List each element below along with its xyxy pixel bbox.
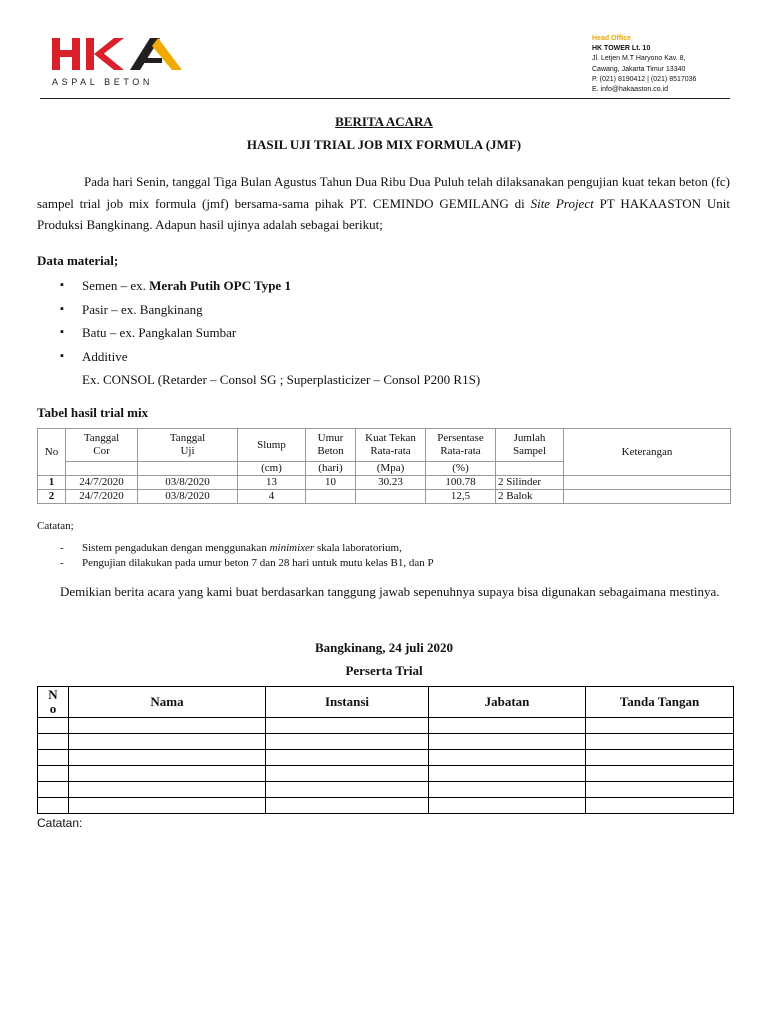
list-item [60, 274, 480, 298]
unit-cell [138, 462, 238, 476]
table-row [38, 718, 734, 734]
cell [38, 798, 69, 814]
cell [586, 718, 734, 734]
header-text: Tanggal [169, 432, 206, 444]
intro-text: Pada hari Senin, tanggal Tiga Bulan Agustus Tahun Dua Ribu Dua Puluh telah dilaksanakan pengujian kuat tekan beton (fc) sampel trial job mix formula (jmf) bersama-sama pihak PT. CEMINDO GEMILANG di [37, 174, 730, 211]
notes-list [60, 541, 434, 571]
cell [69, 782, 266, 798]
cell-kuat [356, 490, 426, 504]
cell-umur: 10 [306, 476, 356, 490]
cell-persen: 100.78 [426, 476, 496, 490]
data-material-heading: Data material; [37, 253, 119, 268]
unit-cell [496, 462, 564, 476]
cell [586, 798, 734, 814]
table-row [38, 490, 731, 504]
cell [69, 798, 266, 814]
cell [429, 782, 586, 798]
cell-no: 2 [38, 490, 66, 504]
cell [586, 782, 734, 798]
header-tanggal-cor [66, 429, 138, 462]
cell [429, 750, 586, 766]
document-subtitle: HASIL UJI TRIAL JOB MIX FORMULA (JMF) [246, 137, 522, 152]
header-jabatan: Jabatan [429, 687, 586, 718]
header-text: Cor [93, 445, 110, 457]
cell-slump: 4 [238, 490, 306, 504]
office-line: P. (021) 8190412 | (021) 8517036 [592, 75, 697, 83]
cell [38, 718, 69, 734]
cell [429, 734, 586, 750]
cell [69, 750, 266, 766]
header-tanda-tangan: Tanda Tangan [586, 687, 734, 718]
participants-table [37, 686, 734, 814]
cell [429, 798, 586, 814]
header-no: No [38, 429, 66, 476]
cell-tgl-cor: 24/7/2020 [66, 490, 138, 504]
intro-paragraph [37, 171, 730, 236]
cell [586, 734, 734, 750]
cell [266, 734, 429, 750]
cell-umur [306, 490, 356, 504]
table-row [38, 734, 734, 750]
closing-paragraph: Demikian berita acara yang kami buat berdasarkan tanggung jawab sepenuhnya supaya bisa digunakan sebagaimana mestinya. [60, 584, 720, 599]
cell-persen: 12,5 [426, 490, 496, 504]
table-row [38, 476, 731, 490]
table-row [38, 798, 734, 814]
cell [266, 750, 429, 766]
header-persentase [426, 429, 496, 462]
material-list [60, 274, 480, 392]
cell [38, 734, 69, 750]
cell [429, 766, 586, 782]
trial-results-table [37, 428, 731, 504]
intro-text-end: PT HAKAASTON Unit Produksi Bangkinang. Adapun hasil ujinya adalah sebagai berikut; [37, 195, 731, 232]
header-text: N [48, 687, 58, 702]
logo-tagline: ASPAL BETON [52, 77, 153, 87]
cell [429, 718, 586, 734]
header-umur-beton [306, 429, 356, 462]
semen-type: Merah Putih OPC Type 1 [149, 278, 291, 293]
list-item: ▪ Batu – ex. Pangkalan Sumbar [60, 321, 480, 345]
office-line: E. info@hakaaston.co.id [592, 86, 668, 94]
header-text: Sampel [513, 445, 546, 457]
cell-slump: 13 [238, 476, 306, 490]
unit-umur: (hari) [306, 462, 356, 476]
cell [38, 750, 69, 766]
header-instansi: Instansi [266, 687, 429, 718]
table-row [38, 750, 734, 766]
semen-label: Semen – ex. [82, 278, 150, 293]
office-line: Cawang, Jakarta Timur 13340 [592, 65, 686, 73]
office-line: HK TOWER Lt. 10 [592, 45, 651, 53]
header-kuat-tekan [356, 429, 426, 462]
note-italic: minimixer [269, 542, 315, 554]
header-tanggal-uji [138, 429, 238, 462]
header-no [38, 687, 69, 718]
cell [266, 766, 429, 782]
list-item: ▪ Pasir – ex. Bangkinang [60, 298, 480, 322]
cell [266, 798, 429, 814]
header-divider [40, 98, 730, 99]
header-text: Tanggal [83, 432, 120, 444]
table-header-row [38, 687, 734, 718]
cell [586, 750, 734, 766]
header-text: Rata-rata [370, 445, 411, 457]
notes-label: Catatan; [37, 520, 74, 532]
additive-detail: Ex. CONSOL (Retarder – Consol SG ; Superplasticizer – Consol P200 R1S) [82, 372, 481, 387]
cell-jumlah: 2 Balok [496, 490, 564, 504]
cell [266, 782, 429, 798]
cell-ket [564, 476, 731, 490]
cell-no: 1 [38, 476, 66, 490]
cell [69, 766, 266, 782]
cell [69, 718, 266, 734]
header-nama: Nama [69, 687, 266, 718]
head-office-address [592, 34, 696, 95]
unit-kuat: (Mpa) [356, 462, 426, 476]
document-title: BERITA ACARA [335, 114, 433, 129]
header-text: Jumlah [513, 432, 546, 444]
cell [266, 718, 429, 734]
header-text: Rata-rata [440, 445, 481, 457]
table-row [38, 782, 734, 798]
cell [586, 766, 734, 782]
unit-cell [66, 462, 138, 476]
trial-table-heading: Tabel hasil trial mix [37, 405, 149, 420]
cell [38, 766, 69, 782]
note-text: skala laboratorium, [314, 542, 402, 554]
cell [69, 734, 266, 750]
office-label: Head Office [592, 35, 631, 42]
intro-italic: Site Project [530, 195, 594, 211]
header-text: Umur [317, 432, 344, 444]
footer-note: Catatan: [37, 816, 83, 830]
header-text: Persentase [437, 432, 484, 444]
note-item: - Pengujian dilakukan pada umur beton 7 dan 28 hari untuk mutu kelas B1, dan P [60, 556, 434, 571]
unit-slump: (cm) [238, 462, 306, 476]
note-text: Sistem pengadukan dengan menggunakan [82, 542, 270, 554]
note-item [60, 541, 434, 556]
header-text: Uji [180, 445, 195, 457]
header-keterangan: Keterangan [564, 429, 731, 476]
office-line: Jl. Letjen M.T Haryono Kav. 8, [592, 55, 686, 63]
participants-heading: Perserta Trial [345, 663, 423, 678]
header-jumlah-sampel [496, 429, 564, 462]
header-text: Kuat Tekan [365, 432, 416, 444]
cell-tgl-uji: 03/8/2020 [138, 490, 238, 504]
cell-tgl-uji: 03/8/2020 [138, 476, 238, 490]
header-text: Beton [317, 445, 344, 457]
cell-kuat: 30.23 [356, 476, 426, 490]
header-slump: Slump [238, 429, 306, 462]
list-item: ▪ Additive [60, 345, 480, 369]
header-text: o [49, 701, 57, 716]
table-header-row [38, 429, 731, 462]
cell-ket [564, 490, 731, 504]
table-row [38, 766, 734, 782]
unit-persen: (%) [426, 462, 496, 476]
cell [38, 782, 69, 798]
place-date: Bangkinang, 24 juli 2020 [315, 640, 453, 655]
cell-tgl-cor: 24/7/2020 [66, 476, 138, 490]
cell-jumlah: 2 Silinder [496, 476, 564, 490]
